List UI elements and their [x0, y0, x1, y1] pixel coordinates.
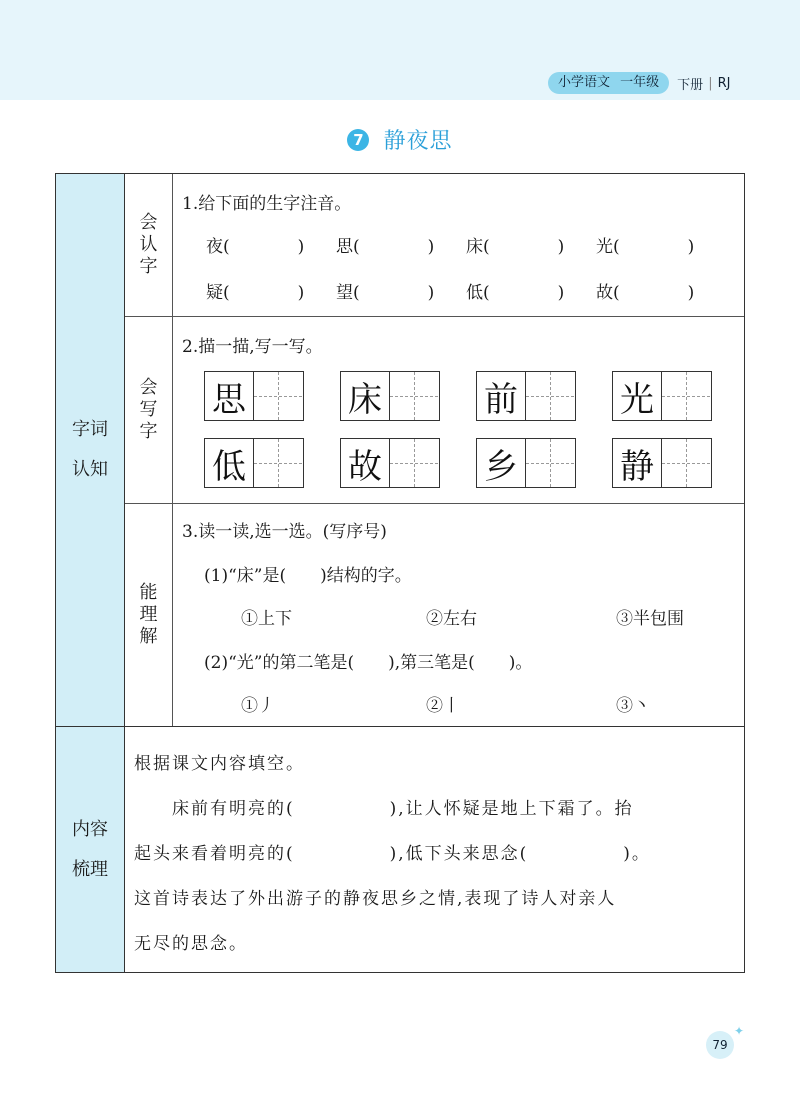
lesson-heading — [0, 124, 800, 155]
guide-line-horizontal — [254, 463, 302, 464]
q1-item-yi[interactable]: 疑( ) — [206, 283, 305, 303]
sub-recognize-char1: 会 — [139, 212, 158, 233]
q1-item-wang[interactable]: 望( ) — [336, 283, 435, 303]
category-vocabulary-line2: 认知 — [72, 459, 108, 480]
exercise-table — [55, 173, 745, 973]
practice-cell[interactable] — [662, 372, 710, 420]
guide-line-horizontal — [526, 396, 574, 397]
model-character: 静 — [620, 446, 654, 487]
writing-grid[interactable] — [204, 438, 304, 488]
model-character: 思 — [212, 379, 246, 420]
model-character: 乡 — [484, 446, 518, 487]
tracing-cell — [613, 372, 662, 420]
model-character: 床 — [348, 379, 382, 420]
content-line-1[interactable]: 床前有明亮的( ),让人怀疑是地上下霜了。抬 — [134, 799, 634, 819]
content-line-2[interactable]: 起头来看着明亮的( ),低下头来思念( )。 — [134, 844, 651, 864]
tracing-cell — [341, 372, 390, 420]
category-vocabulary-line1: 字词 — [72, 419, 108, 440]
q3-sub1-option2[interactable]: ②左右 — [426, 609, 477, 629]
writing-grid[interactable] — [476, 371, 576, 421]
row-divider-2 — [125, 503, 744, 504]
guide-line-horizontal — [390, 396, 438, 397]
model-character: 低 — [212, 446, 246, 487]
q1-item-si[interactable]: 思( ) — [336, 237, 435, 257]
q3-sub1-option3[interactable]: ③半包围 — [616, 609, 684, 629]
writing-grid[interactable] — [476, 438, 576, 488]
sub-write-char3: 字 — [139, 420, 158, 442]
practice-cell[interactable] — [526, 439, 574, 487]
category-content — [56, 727, 125, 972]
category-content-line1: 内容 — [72, 818, 108, 840]
model-character: 前 — [484, 379, 518, 420]
droplet-icon: ✦ — [734, 1024, 745, 1038]
row-divider-1 — [125, 316, 744, 317]
lesson-title: 静夜思 — [383, 129, 453, 154]
q3-sub2-option2[interactable]: ②丨 — [426, 696, 460, 716]
guide-line-horizontal — [390, 463, 438, 464]
guide-line-horizontal — [662, 396, 710, 397]
q1-prompt: 1.给下面的生字注音。 — [182, 194, 352, 214]
page-number: 79 — [706, 1031, 734, 1059]
edition-label: RJ — [717, 75, 731, 91]
content-line-4: 无尽的思念。 — [134, 934, 248, 954]
section-divider — [56, 726, 744, 727]
sub-understand-char3: 解 — [139, 625, 158, 647]
sub-understand — [125, 503, 173, 726]
grade-label: 一年级 — [620, 75, 660, 90]
q1-item-gu[interactable]: 故( ) — [596, 283, 695, 303]
guide-line-horizontal — [526, 463, 574, 464]
writing-grid[interactable] — [204, 371, 304, 421]
sub-understand-char2: 理 — [139, 603, 158, 625]
q1-item-guang[interactable]: 光( ) — [596, 237, 695, 257]
tracing-cell — [477, 372, 526, 420]
lesson-number-badge: 7 — [347, 129, 369, 151]
sub-write-char1: 会 — [139, 376, 158, 398]
writing-grid[interactable] — [340, 438, 440, 488]
writing-grid[interactable] — [612, 371, 712, 421]
q1-item-ye[interactable]: 夜( ) — [206, 237, 305, 257]
sub-understand-char1: 能 — [139, 581, 158, 603]
q1-item-chuang[interactable]: 床( ) — [466, 237, 565, 257]
writing-grid[interactable] — [340, 371, 440, 421]
category-content-line2: 梳理 — [72, 858, 108, 880]
book-info-bar — [548, 72, 730, 94]
separator: | — [708, 75, 713, 91]
sub-recognize — [125, 174, 173, 316]
model-character: 光 — [620, 379, 654, 420]
q3-sub1[interactable]: (1)“床”是( )结构的字。 — [204, 566, 412, 586]
q3-sub2-option3[interactable]: ③丶 — [616, 696, 650, 716]
tracing-cell — [205, 439, 254, 487]
content-line-3: 这首诗表达了外出游子的静夜思乡之情,表现了诗人对亲人 — [134, 889, 617, 909]
volume-label: 下册 — [677, 77, 704, 93]
practice-cell[interactable] — [390, 372, 438, 420]
writing-grid[interactable] — [612, 438, 712, 488]
subject-label: 小学语文 — [558, 75, 611, 90]
practice-cell[interactable] — [254, 439, 302, 487]
practice-cell[interactable] — [526, 372, 574, 420]
subject-grade-pill — [548, 72, 669, 94]
practice-cell[interactable] — [390, 439, 438, 487]
q3-sub2-option1[interactable]: ①丿 — [241, 696, 275, 716]
q1-item-di[interactable]: 低( ) — [466, 283, 565, 303]
q3-sub2[interactable]: (2)“光”的第二笔是( ),第三笔是( )。 — [204, 653, 533, 673]
guide-line-horizontal — [662, 463, 710, 464]
practice-cell[interactable] — [662, 439, 710, 487]
content-instruction: 根据课文内容填空。 — [134, 754, 305, 774]
sub-recognize-char2: 认 — [139, 234, 158, 255]
sub-write-char2: 写 — [139, 398, 158, 420]
tracing-cell — [477, 439, 526, 487]
sub-recognize-char3: 字 — [139, 256, 158, 277]
q3-prompt: 3.读一读,选一选。(写序号) — [182, 522, 387, 542]
guide-line-horizontal — [254, 396, 302, 397]
tracing-cell — [205, 372, 254, 420]
q3-sub1-option1[interactable]: ①上下 — [241, 609, 292, 629]
model-character: 故 — [348, 446, 382, 487]
category-vocabulary — [56, 174, 125, 726]
tracing-cell — [341, 439, 390, 487]
q2-prompt: 2.描一描,写一写。 — [182, 337, 323, 357]
tracing-cell — [613, 439, 662, 487]
practice-cell[interactable] — [254, 372, 302, 420]
sub-write — [125, 316, 173, 503]
